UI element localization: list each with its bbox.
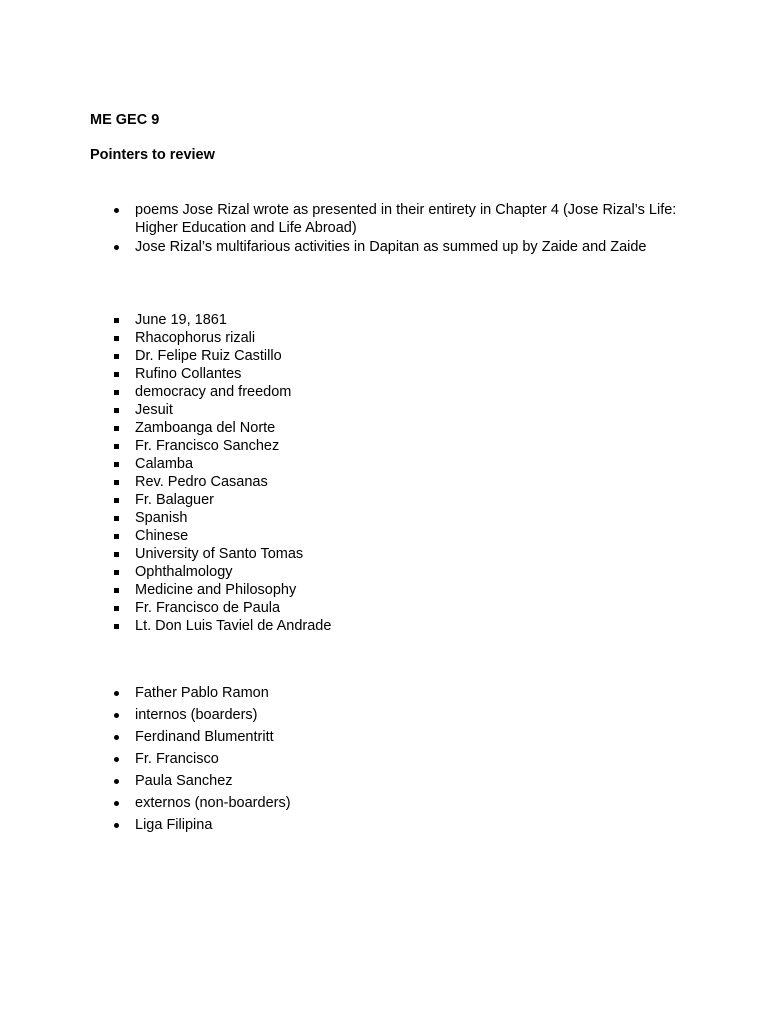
list-item xyxy=(0,329,680,347)
list-item xyxy=(0,599,680,617)
list-item-text: Calamba xyxy=(135,456,194,472)
list-item xyxy=(0,617,680,635)
list-item xyxy=(0,311,680,329)
document-subtitle: Pointers to review xyxy=(90,147,215,163)
list-item xyxy=(0,383,680,401)
list-item xyxy=(0,581,680,599)
pointers-list xyxy=(0,201,680,257)
list-item-text: June 19, 1861 xyxy=(135,312,227,328)
list-item-text: Medicine and Philosophy xyxy=(135,582,297,598)
list-item-text: Chinese xyxy=(135,528,189,544)
list-item xyxy=(0,684,680,706)
list-item-text: Spanish xyxy=(135,510,188,526)
list-item xyxy=(0,473,680,491)
list-item xyxy=(0,545,680,563)
terms-list-square xyxy=(0,311,680,635)
list-item xyxy=(0,491,680,509)
list-item-text: Liga Filipina xyxy=(135,817,213,833)
list-item xyxy=(0,509,680,527)
list-item xyxy=(0,794,680,816)
list-item-text: externos (non-boarders) xyxy=(135,795,291,811)
list-item xyxy=(0,401,680,419)
list-item-text: University of Santo Tomas xyxy=(135,546,304,562)
list-item xyxy=(0,728,680,750)
list-item-text: Paula Sanchez xyxy=(135,773,233,789)
list-item-text: poems Jose Rizal wrote as presented in their entirety in Chapter 4 (Jose Rizal’s Life: Higher Education and Life Abroad) xyxy=(135,202,677,236)
list-item xyxy=(0,201,680,237)
list-item-text: Jesuit xyxy=(135,402,173,418)
list-item-text: Zamboanga del Norte xyxy=(135,420,276,436)
list-item xyxy=(0,816,680,838)
list-item-text: Ferdinand Blumentritt xyxy=(135,729,274,745)
list-item xyxy=(0,238,680,256)
list-item-text: Dr. Felipe Ruiz Castillo xyxy=(135,348,282,364)
list-item xyxy=(0,563,680,581)
list-item-text: Rev. Pedro Casanas xyxy=(135,474,268,490)
list-item xyxy=(0,772,680,794)
list-item-text: Lt. Don Luis Taviel de Andrade xyxy=(135,618,332,634)
terms-list-disc xyxy=(0,684,680,838)
list-item-text: democracy and freedom xyxy=(135,384,292,400)
list-item xyxy=(0,455,680,473)
list-item xyxy=(0,706,680,728)
document-code: ME GEC 9 xyxy=(90,112,160,128)
list-item-text: internos (boarders) xyxy=(135,707,258,723)
list-item xyxy=(0,419,680,437)
list-item-text: Fr. Francisco Sanchez xyxy=(135,438,280,454)
list-item-text: Fr. Francisco de Paula xyxy=(135,600,281,616)
list-item-text: Fr. Francisco xyxy=(135,751,219,767)
list-item xyxy=(0,365,680,383)
list-item-text: Rufino Collantes xyxy=(135,366,242,382)
list-item-text: Rhacophorus rizali xyxy=(135,330,256,346)
list-item xyxy=(0,347,680,365)
list-item-text: Ophthalmology xyxy=(135,564,233,580)
list-item xyxy=(0,750,680,772)
list-item-text: Father Pablo Ramon xyxy=(135,685,269,701)
list-item-text: Jose Rizal’s multifarious activities in Dapitan as summed up by Zaide and Zaide xyxy=(135,239,647,255)
list-item xyxy=(0,437,680,455)
list-item-text: Fr. Balaguer xyxy=(135,492,214,508)
list-item xyxy=(0,527,680,545)
